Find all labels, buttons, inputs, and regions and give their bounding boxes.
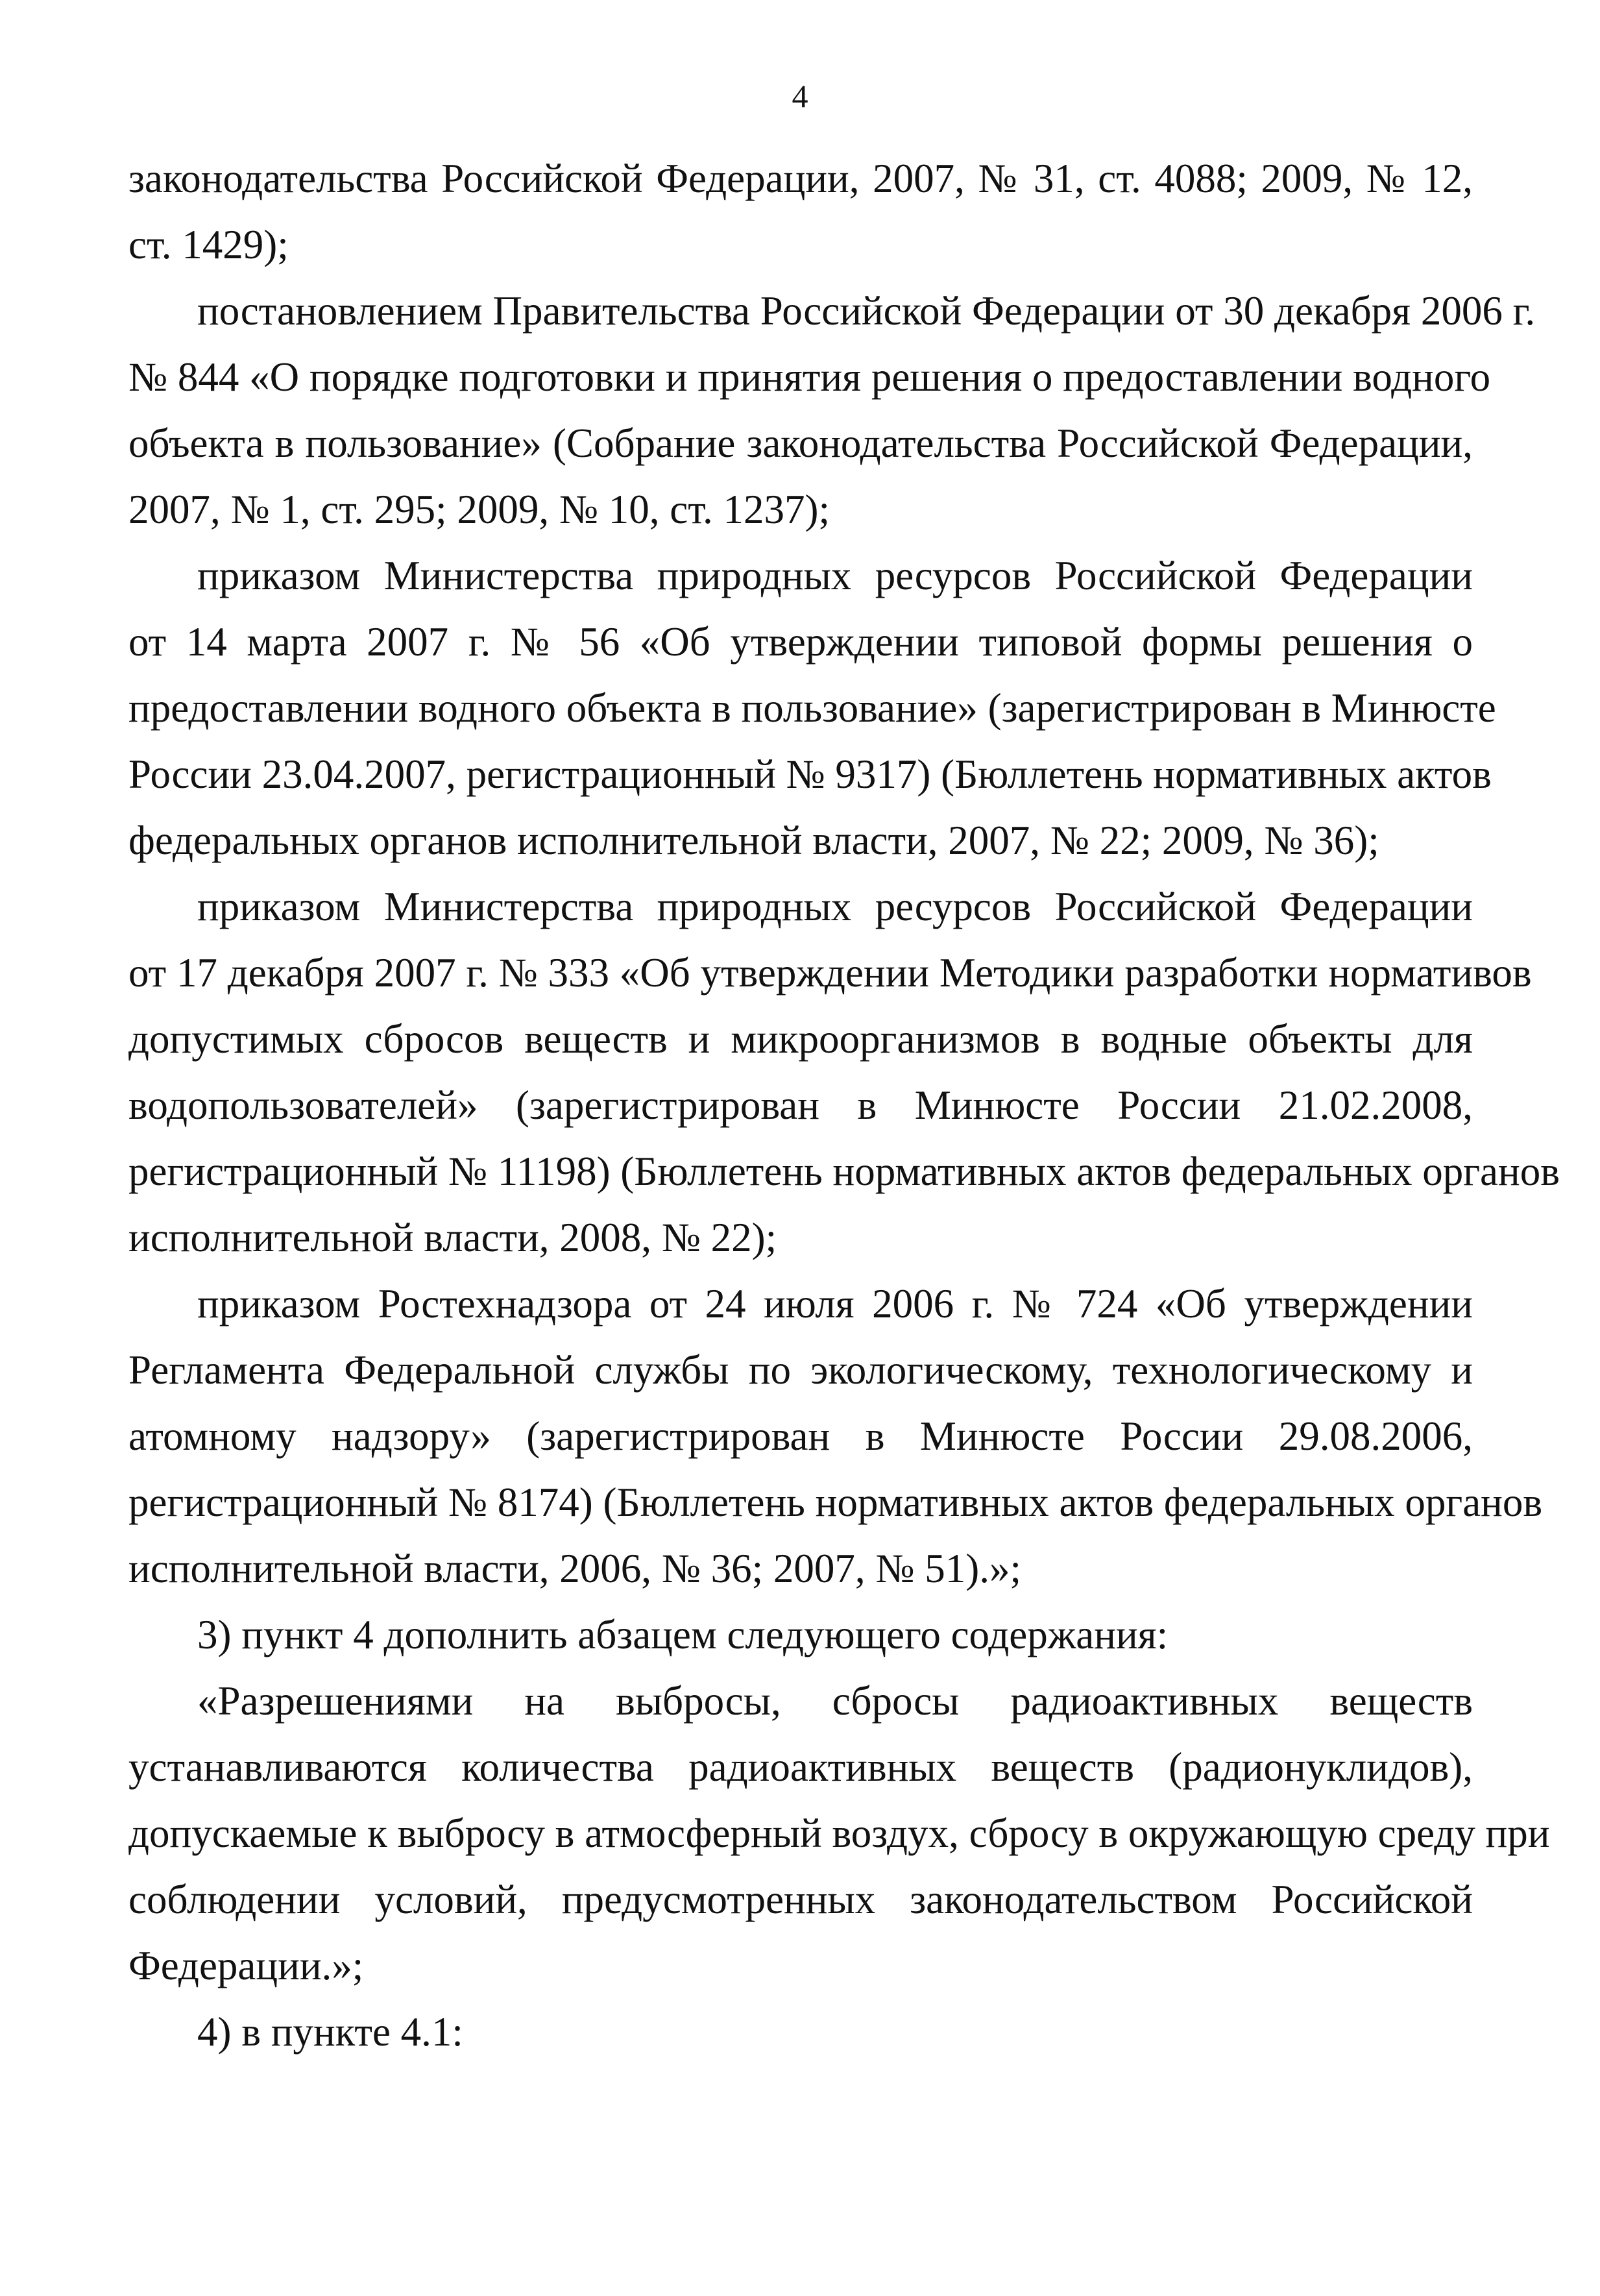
paragraph-item-3 <box>128 1602 1473 1668</box>
paragraph-permits-quote <box>128 1668 1550 1999</box>
text-line: соблюдении условий, предусмотренных законодательством Российской <box>128 1877 1473 1922</box>
text-line: приказом Ростехнадзора от 24 июля 2006 г. № 724 «Об утверждении <box>197 1281 1473 1326</box>
text-line: «Разрешениями на выбросы, сбросы радиоактивных веществ <box>197 1678 1473 1724</box>
text-line: предоставлении водного объекта в пользование» (зарегистрирован в Минюсте <box>128 685 1496 731</box>
text-line: Регламента Федеральной службы по экологическому, технологическому и <box>128 1347 1473 1393</box>
text-line: федеральных органов исполнительной власти, 2007, № 22; 2009, № 36); <box>128 818 1379 863</box>
paragraph-order-724 <box>128 1271 1543 1602</box>
text-line: объекта в пользование» (Собрание законодательства Российской Федерации, <box>128 421 1473 466</box>
text-line: атомному надзору» (зарегистрирован в Минюсте России 29.08.2006, <box>128 1413 1473 1459</box>
text-line: регистрационный № 8174) (Бюллетень нормативных актов федеральных органов <box>128 1480 1543 1525</box>
text-line: 4) в пункте 4.1: <box>197 2009 463 2055</box>
paragraph-item-4 <box>128 1999 1473 2065</box>
text-line: приказом Министерства природных ресурсов Российской Федерации <box>197 884 1473 929</box>
document-body <box>128 145 1560 2065</box>
text-line: исполнительной власти, 2006, № 36; 2007, № 51).»; <box>128 1546 1022 1591</box>
text-line: водопользователей» (зарегистрирован в Минюсте России 21.02.2008, <box>128 1082 1473 1128</box>
text-line: Федерации.»; <box>128 1943 364 1988</box>
text-line: ст. 1429); <box>128 222 289 267</box>
text-line: законодательства Российской Федерации, 2007, № 31, ст. 4088; 2009, № 12, <box>128 156 1473 201</box>
paragraph-order-333 <box>128 873 1560 1271</box>
text-line: допустимых сбросов веществ и микроорганизмов в водные объекты для <box>128 1016 1473 1062</box>
paragraph-order-56 <box>128 543 1496 873</box>
text-line: от 14 марта 2007 г. № 56 «Об утверждении типовой формы решения о <box>128 619 1473 665</box>
text-line: России 23.04.2007, регистрационный № 9317) (Бюллетень нормативных актов <box>128 751 1492 797</box>
text-line: допускаемые к выбросу в атмосферный воздух, сбросу в окружающую среду при <box>128 1811 1550 1856</box>
paragraph-government-decree <box>128 278 1536 543</box>
paragraph-continuation <box>128 145 1473 278</box>
text-line: постановлением Правительства Российской Федерации от 30 декабря 2006 г. <box>197 288 1536 334</box>
text-line: от 17 декабря 2007 г. № 333 «Об утверждении Методики разработки нормативов <box>128 950 1532 995</box>
text-line: исполнительной власти, 2008, № 22); <box>128 1215 777 1260</box>
text-line: № 844 «О порядке подготовки и принятия решения о предоставлении водного <box>128 354 1491 400</box>
page-number: 4 <box>792 78 808 114</box>
text-line: устанавливаются количества радиоактивных веществ (радионуклидов), <box>128 1744 1473 1790</box>
text-line: регистрационный № 11198) (Бюллетень нормативных актов федеральных органов <box>128 1149 1560 1194</box>
text-line: 3) пункт 4 дополнить абзацем следующего содержания: <box>197 1612 1169 1657</box>
text-line: приказом Министерства природных ресурсов Российской Федерации <box>197 553 1473 598</box>
text-line: 2007, № 1, ст. 295; 2009, № 10, ст. 1237); <box>128 487 830 532</box>
